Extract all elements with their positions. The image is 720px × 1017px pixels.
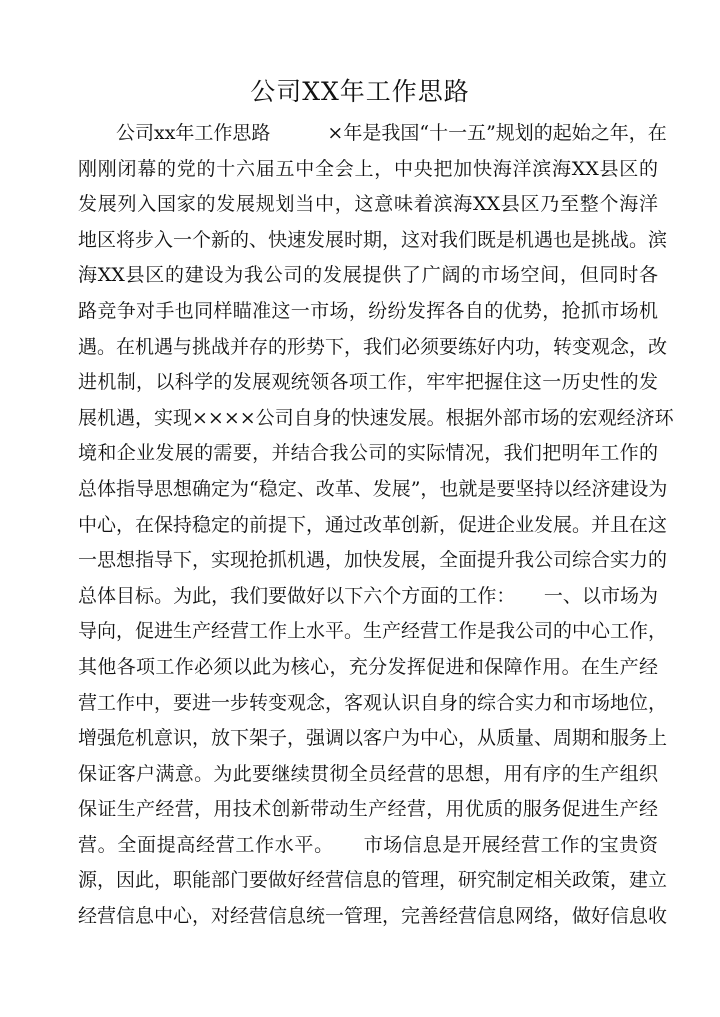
- body-line: 增强危机意识，放下架子，强调以客户为中心，从质量、周期和服务上: [78, 727, 668, 750]
- body-line: 路竞争对手也同样瞄准这一市场，纷纷发挥各自的优势，抢抓市场机: [78, 299, 658, 322]
- body-line: 地区将步入一个新的、快速发展时期，这对我们既是机遇也是挑战。滨: [78, 228, 668, 251]
- body-line: 导向，促进生产经营工作上水平。生产经营工作是我公司的中心工作，: [78, 620, 668, 643]
- body-line: 遇。在机遇与挑战并存的形势下，我们必须要练好内功，转变观念，改: [78, 335, 668, 358]
- body-line: 一思想指导下，实现抢抓机遇，加快发展，全面提升我公司综合实力的: [78, 549, 668, 572]
- body-line: 保证客户满意。为此要继续贯彻全员经营的思想，用有序的生产组织: [78, 762, 658, 785]
- body-line: 总体目标。为此，我们要做好以下六个方面的工作： 一、以市场为: [78, 584, 658, 607]
- body-line: 公司xx年工作思路 ×年是我国“十一五”规划的起始之年，在: [116, 122, 667, 144]
- body-line: 总体指导思想确定为“稳定、改革、发展”，也就是要坚持以经济建设为: [78, 477, 668, 500]
- body-line: 展机遇，实现××××公司自身的快速发展。根据外部市场的宏观经济环: [78, 406, 674, 429]
- body-line: 进机制，以科学的发展观统领各项工作，牢牢把握住这一历史性的发: [78, 371, 658, 394]
- body-line: 经营信息中心，对经营信息统一管理，完善经营信息网络，做好信息收: [78, 905, 668, 928]
- body-line: 源，因此，职能部门要做好经营信息的管理，研究制定相关政策，建立: [78, 869, 668, 892]
- body-line: 其他各项工作必须以此为核心，充分发挥促进和保障作用。在生产经: [78, 655, 658, 678]
- body-line: 刚刚闭幕的党的十六届五中全会上，中央把加快海洋滨海XX县区的: [78, 157, 658, 180]
- body-line: 发展列入国家的发展规划当中，这意味着滨海XX县区乃至整个海洋: [78, 193, 658, 216]
- body-line: 境和企业发展的需要，并结合我公司的实际情况，我们把明年工作的: [78, 442, 658, 465]
- body-line: 保证生产经营，用技术创新带动生产经营，用优质的服务促进生产经: [78, 798, 658, 821]
- body-line: 营工作中，要进一步转变观念，客观认识自身的综合实力和市场地位，: [78, 691, 668, 714]
- body-line: 中心，在保持稳定的前提下，通过改革创新，促进企业发展。并且在这: [78, 513, 668, 536]
- document-body: [78, 116, 674, 935]
- body-line: 海XX县区的建设为我公司的发展提供了广阔的市场空间，但同时各: [78, 264, 658, 287]
- document-title: 公司XX年工作思路: [250, 77, 470, 106]
- body-line: 营。全面提高经营工作水平。 市场信息是开展经营工作的宝贵资: [78, 833, 658, 856]
